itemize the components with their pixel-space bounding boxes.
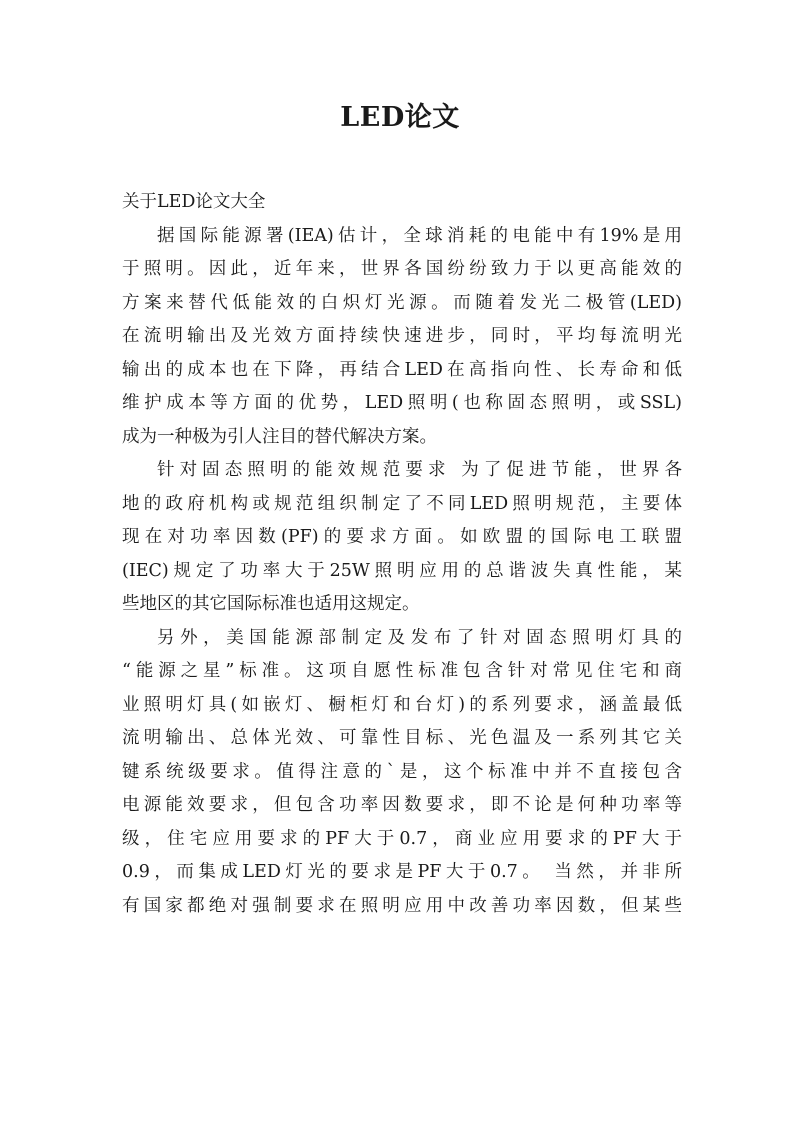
document-body	[122, 186, 682, 923]
paragraph-line: 0.9，而集成LED灯光的要求是PF大于0.7。 当然，并非所	[122, 862, 682, 882]
paragraph-line: 地的政府机构或规范组织制定了不同LED照明规范，主要体	[122, 493, 682, 514]
document-title: LED论文	[340, 102, 460, 133]
paragraph-line: 级，住宅应用要求的PF大于0.7，商业应用要求的PF大于	[122, 828, 682, 849]
paragraph-line: 在流明输出及光效方面持续快速进步，同时，平均每流明光	[122, 326, 682, 346]
paragraph-line: “能源之星”标准。这项自愿性标准包含针对常见住宅和商	[122, 661, 682, 681]
paragraph-line: 针对固态照明的能效规范要求 为了促进节能，世界各	[157, 460, 682, 480]
paragraph-line: 方案来替代低能效的白炽灯光源。而随着发光二极管(LED)	[122, 292, 682, 313]
paragraph-line: 电源能效要求，但包含功率因数要求，即不论是何种功率等	[122, 795, 682, 815]
paragraph-line: 业照明灯具(如嵌灯、橱柜灯和台灯)的系列要求，涵盖最低	[122, 694, 682, 715]
paragraph-line: (IEC)规定了功率大于25W照明应用的总谐波失真性能，某	[122, 560, 682, 581]
paragraph-line: 有国家都绝对强制要求在照明应用中改善功率因数，但某些	[122, 895, 682, 916]
section-heading: 关于LED论文大全	[122, 192, 266, 212]
paragraph-line: 维护成本等方面的优势，LED照明(也称固态照明，或SSL)	[122, 393, 682, 413]
paragraph	[122, 622, 682, 924]
paragraph-line: 键系统级要求。值得注意的`是，这个标准中并不直接包含	[122, 761, 682, 782]
paragraph-line: 流明输出、总体光效、可靠性目标、光色温及一系列其它关	[122, 728, 682, 748]
paragraph	[122, 454, 682, 622]
paragraph-line: 于照明。因此，近年来，世界各国纷纷致力于以更高能效的	[122, 259, 682, 279]
paragraph-line: 现在对功率因数(PF)的要求方面。如欧盟的国际电工联盟	[122, 527, 682, 547]
paragraph	[122, 220, 682, 455]
paragraph-line: 输出的成本也在下降，再结合LED在高指向性、长寿命和低	[122, 359, 682, 380]
paragraph-line: 些地区的其它国际标准也适用这规定。	[122, 594, 420, 614]
paragraph-line: 另外，美国能源部制定及发布了针对固态照明灯具的	[157, 627, 682, 648]
paragraph-line: 成为一种极为引人注目的替代解决方案。	[122, 426, 437, 447]
paragraph-line: 据国际能源署(IEA)估计，全球消耗的电能中有19%是用	[157, 225, 682, 246]
